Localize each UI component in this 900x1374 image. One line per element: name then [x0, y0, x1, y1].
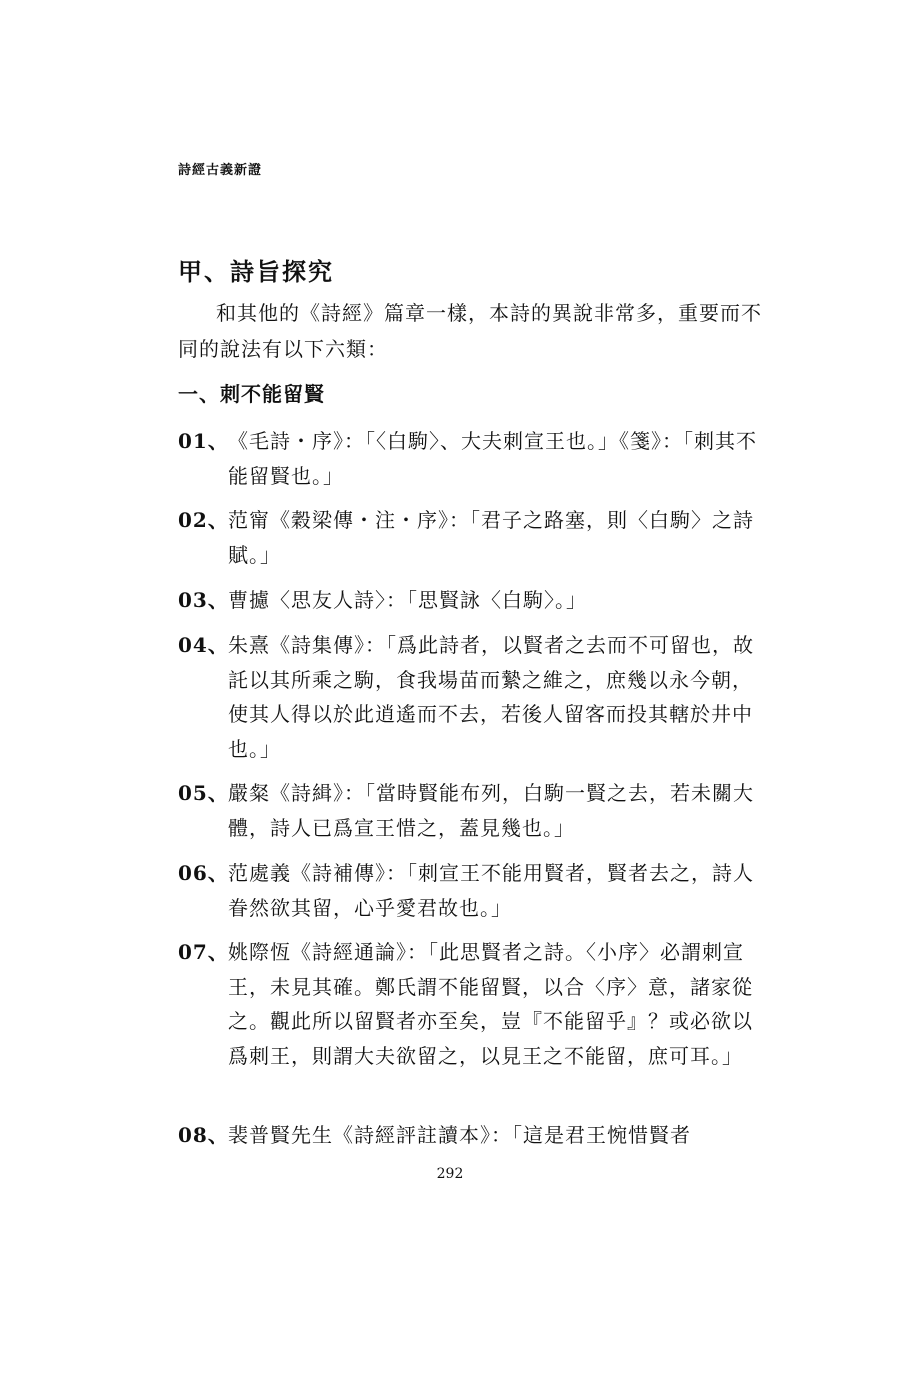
entry-text: 嚴粲《詩緝》：「當時賢能布列，白駒一賢之去，若未關大體，詩人已爲宣王惜之，蓋見幾也。」: [228, 781, 754, 840]
entry-text: 范甯《穀梁傳・注・序》：「君子之路塞，則〈白駒〉之詩賦。」: [228, 508, 754, 567]
entry-text: 范處義《詩補傳》：「刺宣王不能用賢者，賢者去之，詩人眷然欲其留，心乎愛君故也。」: [228, 861, 754, 920]
section-title: 甲、詩旨探究: [178, 257, 334, 286]
entry-05: [178, 776, 768, 845]
entry-06: [178, 856, 768, 925]
entry-02: [178, 503, 768, 572]
entry-number: 03、: [178, 588, 229, 612]
entry-text: 姚際恆《詩經通論》：「此思賢者之詩。〈小序〉必謂刺宣王，未見其確。鄭氏謂不能留賢，以合〈序〉意，諸家從之。觀此所以留賢者亦至矣，豈『不能留乎』？或必欲以爲刺王，則謂大夫欲留之，以見王之不能留，庶可耳。」: [228, 940, 753, 1068]
intro-paragraph: 和其他的《詩經》篇章一樣，本詩的異說非常多，重要而不同的說法有以下六類：: [178, 301, 762, 361]
entry-number: 04、: [178, 633, 229, 657]
category-heading: 一、刺不能留賢: [178, 382, 325, 406]
entry-07: [178, 935, 768, 1073]
entry-04: [178, 628, 768, 766]
entry-text: 朱熹《詩集傳》：「爲此詩者，以賢者之去而不可留也，故託以其所乘之駒，食我場苗而縶之維之，庶幾以永今朝，使其人得以於此逍遙而不去，若後人留客而投其轄於井中也。」: [228, 633, 754, 761]
entry-number: 05、: [178, 781, 229, 805]
page-number: 292: [436, 1166, 464, 1182]
running-head: 詩經古義新證: [178, 163, 263, 178]
entry-01: [178, 424, 768, 493]
entry-08: [178, 1118, 768, 1153]
entry-number: 07、: [178, 940, 229, 964]
entry-text: 《毛詩・序》：「〈白駒〉、大夫刺宣王也。」《箋》：「刺其不能留賢也。」: [228, 429, 757, 488]
entry-number: 06、: [178, 861, 229, 885]
entry-number: 08、: [178, 1123, 229, 1147]
entry-text: 裴普賢先生《詩經評註讀本》：「這是君王惋惜賢者: [228, 1123, 691, 1147]
entry-03: [178, 583, 768, 618]
entry-number: 01、: [178, 429, 229, 453]
entry-text: 曹攄〈思友人詩〉：「思賢詠〈白駒〉。」: [228, 588, 587, 612]
entry-number: 02、: [178, 508, 229, 532]
